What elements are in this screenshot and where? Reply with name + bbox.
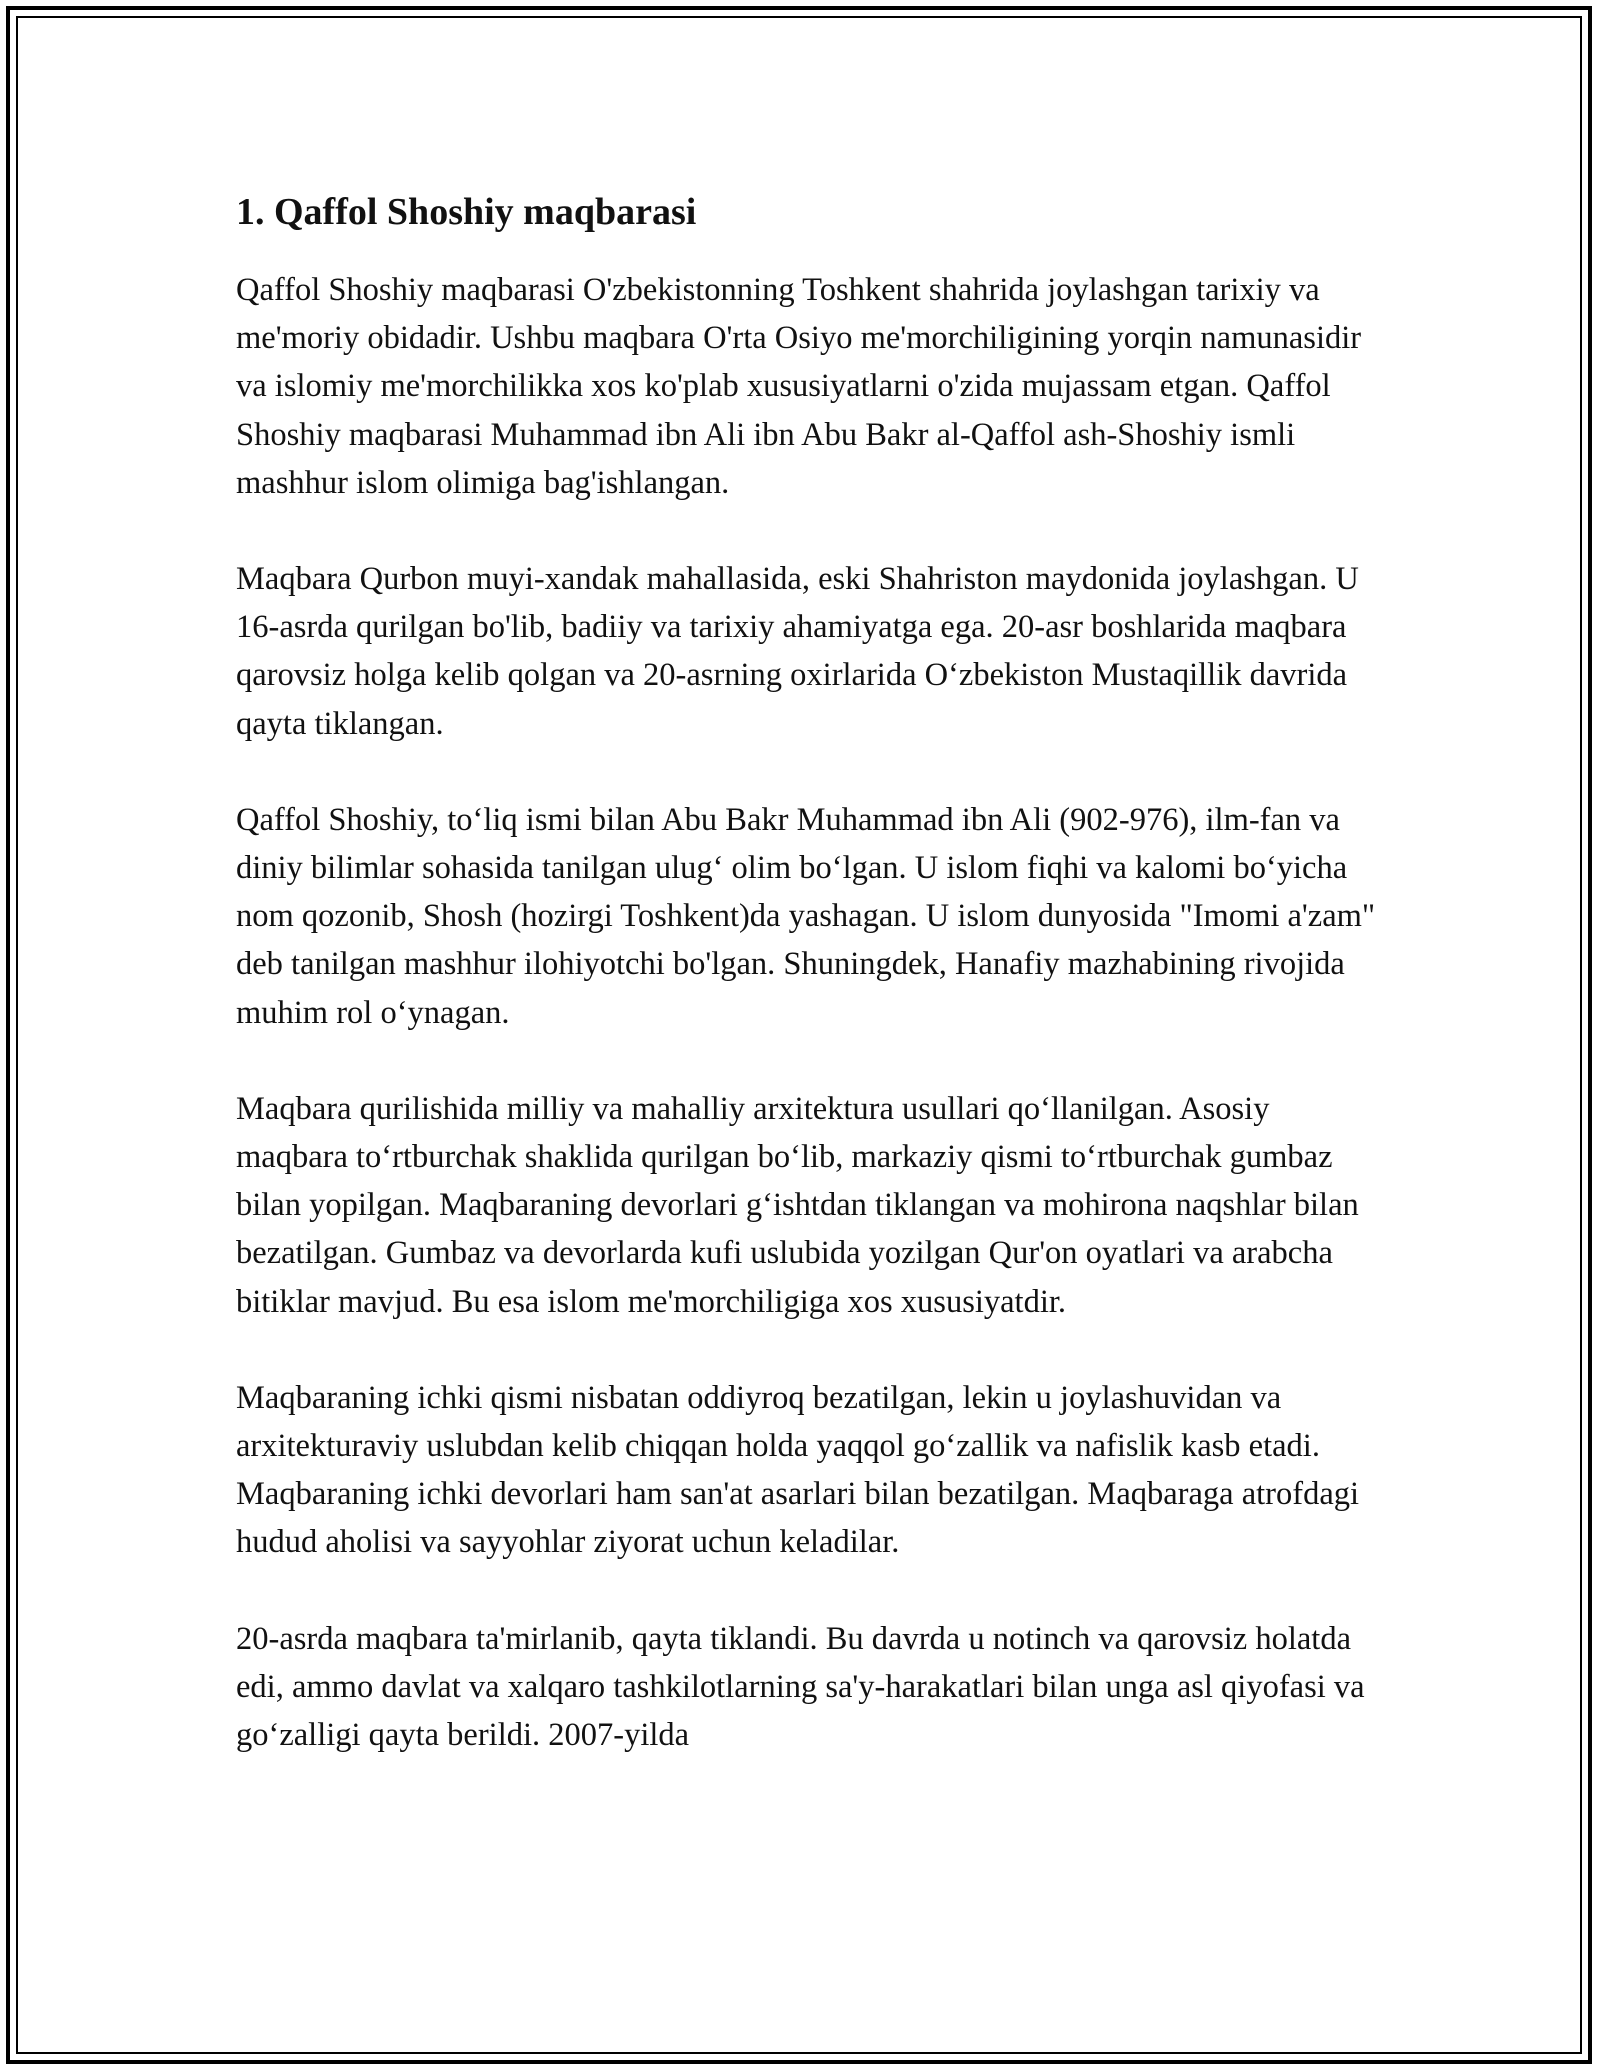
paragraph-interior: Maqbaraning ichki qismi nisbatan oddiyroq bezatilgan, lekin u joylashuvidan va arxitekturaviy uslubdan kelib chiqqan holda yaqqol go‘zallik va nafislik kasb etadi. Maqbaraning ichki devorlari ham san'at asarlari bilan bezatilgan. Maqbaraga atrofdagi hudud aholisi va sayyohlar ziyorat uchun keladilar.: [236, 1379, 1360, 1561]
paragraph-restoration: 20-asrda maqbara ta'mirlanib, qayta tiklandi. Bu davrda u notinch va qarovsiz holatda edi, ammo davlat va xalqaro tashkilotlarning sa'y-harakatlari bilan unga asl qiyofasi va go‘zalligi qayta berildi. 2007-yilda: [236, 1620, 1365, 1754]
section-heading: 1. Qaffol Shoshiy maqbarasi: [236, 191, 697, 233]
document-body: [236, 188, 1376, 1759]
paragraph-location: Maqbara Qurbon muyi-xandak mahallasida, eski Shahriston maydonida joylashgan. U 16-asrda qurilgan bo'lib, badiiy va tarixiy ahamiyatga ega. 20-asr boshlarida maqbara qarovsiz holga kelib qolgan va 20-asrning oxirlarida O‘zbekiston Mustaqillik davrida qayta tiklangan.: [236, 561, 1359, 742]
paragraph-architecture: Maqbara qurilishida milliy va mahalliy arxitektura usullari qo‘llanilgan. Asosiy maqbara to‘rtburchak shaklida qurilgan bo‘lib, markaziy qismi to‘rtburchak gumbaz bilan yopilgan. Maqbaraning devorlari g‘ishtdan tiklangan va mohirona naqshlar bilan bezatilgan. Gumbaz va devorlarda kufi uslubida yozilgan Qur'on oyatlari va arabcha bitiklar mavjud. Bu esa islom me'morchiligiga xos xususiyatdir.: [236, 1090, 1359, 1320]
paragraph-biography: Qaffol Shoshiy, to‘liq ismi bilan Abu Bakr Muhammad ibn Ali (902-976), ilm-fan va diniy bilimlar sohasida tanilgan ulug‘ olim bo‘lgan. U islom fiqhi va kalomi bo‘yicha nom qozonib, Shosh (hozirgi Toshkent)da yashagan. U islom dunyosida "Imomi a'zam" deb tanilgan mashhur ilohiyotchi bo'lgan. Shuningdek, Hanafiy mazhabining rivojida muhim rol o‘ynagan.: [236, 801, 1376, 1031]
paragraph-intro: Qaffol Shoshiy maqbarasi O'zbekistonning Toshkent shahrida joylashgan tarixiy va me'moriy obidadir. Ushbu maqbara O'rta Osiyo me'morchiligining yorqin namunasidir va islomiy me'morchilikka xos ko'plab xususiyatlarni o'zida mujassam etgan. Qaffol Shoshiy maqbarasi Muhammad ibn Ali ibn Abu Bakr al-Qaffol ash-Shoshiy ismli mashhur islom olimiga bag'ishlangan.: [236, 272, 1362, 501]
